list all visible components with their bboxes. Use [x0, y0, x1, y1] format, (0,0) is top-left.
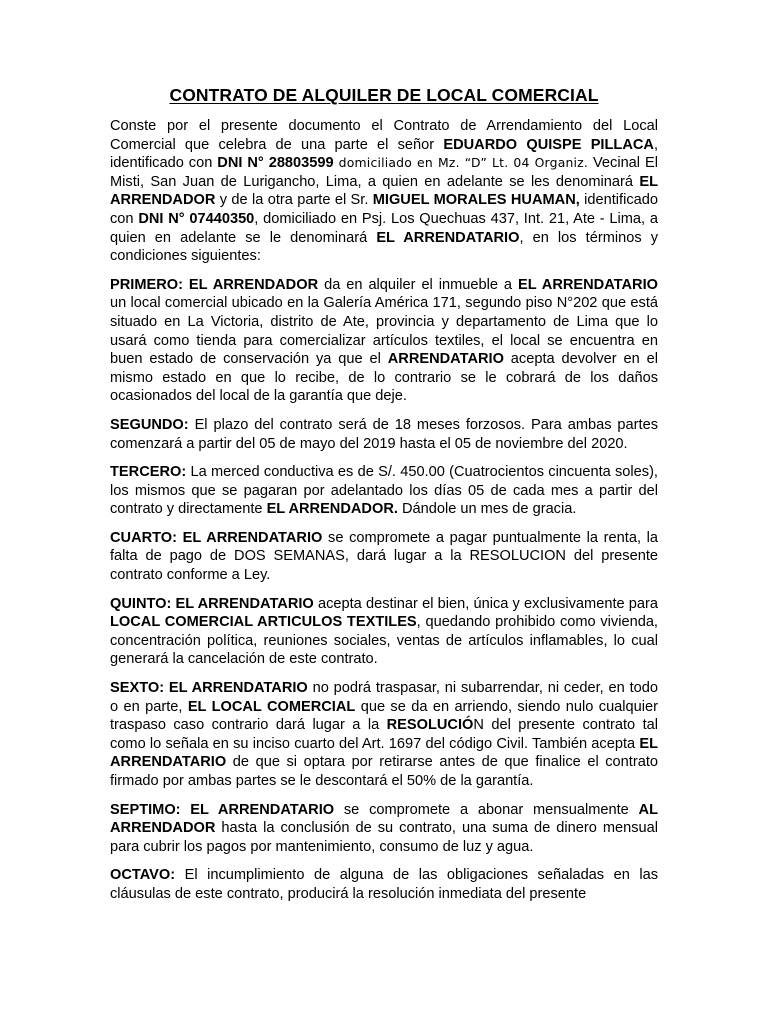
clause-text: se compromete a pagar puntualmente la renta, la falta de pago de DOS SEMANAS, dará lugar a la RESOLUCION del presente contrato conforme a Ley. — [110, 529, 659, 584]
clause-bold: AL ARRENDADOR — [110, 801, 658, 837]
clause-heading: TERCERO: — [110, 464, 187, 481]
clause-text: La merced conductiva es de S/. 450.00 (Cuatrocientos cincuenta soles), los mismos que se pagaran por adelantado los días 05 de cada mes a partir del contrato y directamente — [110, 464, 658, 518]
arrendador-name: EDUARDO QUISPE PILLACA — [443, 136, 654, 153]
clause-bold: EL ARRENDADOR. — [266, 501, 398, 518]
clause-octavo — [110, 866, 658, 903]
arrendador-address: domiciliado en Mz. “D” Lt. 04 Organiz. — [333, 155, 589, 171]
clause-heading: SEPTIMO: EL ARRENDATARIO — [110, 801, 335, 818]
clause-bold: RESOLUCIÓ — [386, 717, 474, 734]
clause-text: El incumplimiento de alguna de las obligaciones señaladas en las cláusulas de este contrato, producirá la resolución inmediata del presente — [110, 867, 658, 902]
clause-text: da en alquiler el inmueble a — [318, 276, 518, 293]
clause-text: acepta destinar el bien, única y exclusivamente para — [313, 595, 659, 612]
clause-segundo — [110, 416, 658, 453]
clause-text: de que si optara por retirarse antes de que finalice el contrato firmado por ambas partes se le descontará el 50% de la garantía. — [110, 754, 658, 789]
intro-text: , domiciliado en Psj. Los Quechuas 437, Int. 21, Ate - Lima, a quien en adelante se le denominará — [110, 210, 658, 246]
arrendatario-dni: DNI N° 07440350 — [138, 210, 255, 227]
clause-text: N del presente contrato tal como lo señala en su inciso cuarto del Art. 1697 del código Civil. También acepta — [110, 717, 658, 752]
clause-text: hasta la conclusión de su contrato, una suma de dinero mensual para cubrir los pagos por mantenimiento, consumo de luz y agua. — [110, 820, 658, 855]
clause-text: no podrá traspasar, ni subarrendar, ni ceder, en todo o en parte, — [110, 680, 658, 715]
clause-heading: PRIMERO: EL ARRENDADOR — [110, 276, 319, 293]
clause-tercero — [110, 463, 658, 519]
clause-text: un local comercial ubicado en la Galería América 171, segundo piso N°202 que está situado en La Victoria, distrito de Ate, provincia y departamento de Lima que lo usará como tienda para comercializar artículos textiles, el local se encuentra en buen estado de conservación ya que el — [110, 295, 658, 368]
clause-text: El plazo del contrato será de 18 meses forzosos. Para ambas partes comenzará a partir del 05 de mayo del 2019 hasta el 05 de noviembre del 2020. — [110, 416, 658, 452]
clause-heading: OCTAVO: — [110, 867, 176, 884]
intro-text: Vecinal El Misti, San Juan de Lurigancho, Lima, a quien en adelante se les denominará — [110, 155, 658, 190]
arrendatario-name: MIGUEL MORALES HUAMAN, — [372, 192, 580, 209]
document-body — [110, 117, 658, 904]
clause-text: que se da en arriendo, siendo nulo cualquier traspaso caso contrario dará lugar a la — [110, 698, 658, 734]
clause-cuarto — [110, 529, 658, 585]
arrendador-dni: DNI N° 28803599 — [217, 155, 334, 172]
clause-text: , quedando prohibido como vivienda, concentración política, reuniones sociales, ventas de artículos inflamables, lo cual generará la cancelación de este contrato. — [110, 614, 658, 668]
arrendatario-label: EL ARRENDATARIO — [376, 229, 520, 246]
clause-heading: QUINTO: EL ARRENDATARIO — [110, 595, 314, 612]
clause-septimo — [110, 801, 658, 857]
clause-sexto — [110, 679, 658, 791]
clause-bold: ARRENDATARIO — [387, 351, 504, 368]
clause-bold: EL LOCAL COMERCIAL — [187, 698, 356, 715]
document-title: CONTRATO DE ALQUILER DE LOCAL COMERCIAL — [169, 85, 599, 105]
clause-quinto — [110, 595, 658, 669]
clause-heading: SEGUNDO: — [110, 416, 189, 433]
intro-text: , identificado con — [110, 136, 659, 172]
intro-paragraph — [110, 117, 658, 266]
clause-bold: LOCAL COMERCIAL ARTICULOS TEXTILES — [110, 614, 417, 631]
clause-text: Dándole un mes de gracia. — [397, 501, 577, 518]
arrendador-label: EL ARRENDADOR — [110, 173, 658, 209]
intro-text: y de la otra parte el Sr. — [215, 192, 373, 209]
intro-text: , en los términos y condiciones siguientes: — [110, 229, 659, 265]
clause-text: se compromete a abonar mensualmente — [334, 801, 639, 818]
clause-bold: EL ARRENDATARIO — [110, 735, 658, 771]
clause-heading: SEXTO: EL ARRENDATARIO — [110, 680, 308, 697]
intro-text: identificado con — [110, 192, 658, 227]
clause-primero — [110, 276, 658, 406]
clause-heading: CUARTO: EL ARRENDATARIO — [110, 529, 323, 546]
clause-text: acepta devolver en el mismo estado en que lo recibe, de lo contrario se le cobrará de los daños ocasionados del local de la garantía que deje. — [110, 351, 658, 405]
intro-text: Conste por el presente documento el Contrato de Arrendamiento del Local Comercial que celebra de una parte el señor — [110, 118, 658, 153]
clause-bold: EL ARRENDATARIO — [518, 276, 658, 293]
